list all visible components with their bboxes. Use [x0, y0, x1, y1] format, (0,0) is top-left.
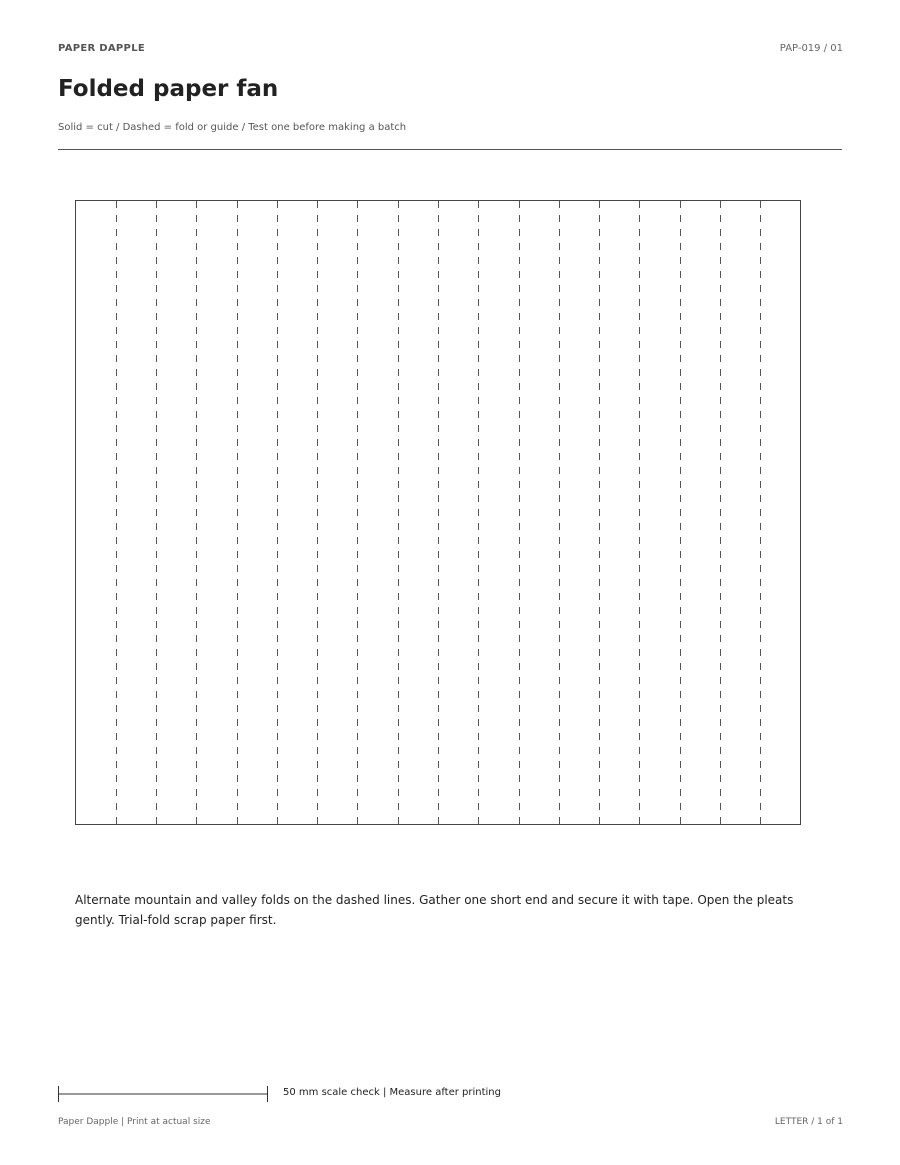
brand-name: PAPER DAPPLE [58, 43, 145, 54]
footer-left: Paper Dapple | Print at actual size [58, 1117, 211, 1127]
instructions-text: Alternate mountain and valley folds on the dashed lines. Gather one short end and secure it with tape. Open the pleats gently. Trial-fold scrap paper first. [75, 893, 794, 927]
page-subtitle: Solid = cut / Dashed = fold or guide / Test one before making a batch [58, 122, 407, 133]
footer-right: LETTER / 1 of 1 [774, 1117, 843, 1127]
page-title: Folded paper fan [58, 76, 279, 102]
scale-check-label: 50 mm scale check | Measure after printing [283, 1087, 501, 1098]
document-code: PAP-019 / 01 [779, 43, 843, 54]
